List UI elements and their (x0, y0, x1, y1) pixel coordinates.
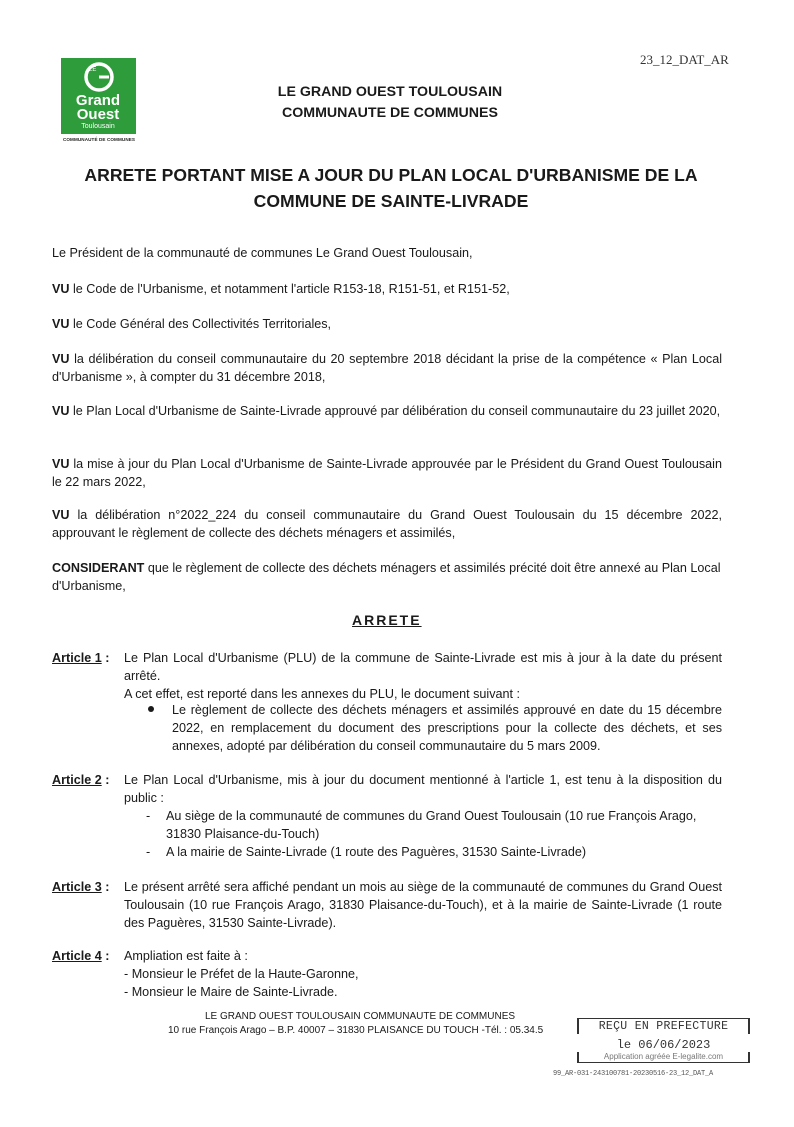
visa-text: la mise à jour du Plan Local d'Urbanisme de Sainte-Livrade approuvée par le Président du Grand Ouest Toulousain le 22 mars 2022, (52, 457, 722, 489)
document-title (80, 162, 702, 214)
visa-lead: VU (52, 404, 70, 418)
article-2-item-1: Au siège de la communauté de communes du Grand Ouest Toulousain (10 rue François Arago, 31830 Plaisance-du-Touch) (166, 809, 697, 841)
logo-small-text: LE (89, 67, 97, 73)
considerant-text: que le règlement de collecte des déchets ménagers et assimilés précité doit être annexé au Plan Local d'Urbanisme, (52, 561, 721, 593)
title-line-2: COMMUNE DE SAINTE-LIVRADE (253, 191, 529, 211)
visa-lead: VU (52, 352, 70, 366)
article-1-bullet: Le règlement de collecte des déchets ménagers et assimilés approuvé en date du 15 décembre 2022, en remplacement du document des prescriptions pour la collecte des déchets, et ses annexes, adopté par délibération du conseil communautaire du 5 mars 2009. (172, 703, 722, 753)
prefecture-stamp (577, 1018, 750, 1063)
list-dash: - (146, 845, 151, 859)
visa-text: le Plan Local d'Urbanisme de Sainte-Livrade approuvé par délibération du conseil communautaire du 23 juillet 2020, (69, 404, 721, 418)
article-2-label: Article 2 : (52, 773, 110, 787)
article-3-label: Article 3 : (52, 880, 110, 894)
stamp-date: le 06/06/2023 (616, 1038, 711, 1052)
visa-text: le Code Général des Collectivités Territoriales, (69, 317, 332, 331)
article-4-item-2: - Monsieur le Maire de Sainte-Livrade. (124, 985, 338, 999)
visa-lead: VU (52, 508, 70, 522)
logo-word-ouest: Ouest (76, 106, 120, 123)
considerant-lead: CONSIDERANT (52, 561, 145, 575)
stamp-title: REÇU EN PREFECTURE (577, 1018, 750, 1034)
article-4-text: Ampliation est faite à : (124, 949, 248, 963)
title-line-1: ARRETE PORTANT MISE A JOUR DU PLAN LOCAL D'URBANISME DE LA (84, 165, 698, 185)
visa-paragraph (52, 455, 722, 491)
preamble: Le Président de la communauté de communes Le Grand Ouest Toulousain, (52, 246, 473, 260)
article-2-text: Le Plan Local d'Urbanisme, mis à jour du document mentionné à l'article 1, est tenu à la disposition du public : (124, 773, 722, 805)
stamp-identifier: 99_AR-031-243100781-20230516-23_12_DAT_A (553, 1070, 714, 1078)
article-1-intro: A cet effet, est reporté dans les annexes du PLU, le document suivant : (124, 687, 521, 701)
org-name: LE GRAND OUEST TOULOUSAIN (277, 84, 503, 100)
visa-text: le Code de l'Urbanisme, et notamment l'article R153-18, R151-51, et R151-52, (69, 282, 510, 296)
logo-word-toulousain: Toulousain (81, 123, 115, 130)
stamp-application: Application agréée E-legalite.com (577, 1052, 750, 1063)
footer-address: 10 rue François Arago – B.P. 40007 – 31830 PLAISANCE DU TOUCH -Tél. : 05.34.5 (168, 1025, 544, 1036)
visa-lead: VU (52, 317, 70, 331)
article-4-label: Article 4 : (52, 949, 110, 963)
article-4-item-1: - Monsieur le Préfet de la Haute-Garonne, (124, 967, 359, 981)
article-3-text: Le présent arrêté sera affiché pendant un mois au siège de la communauté de communes du Grand Ouest Toulousain (10 rue François Arago, 31830 Plaisance-du-Touch), et à la mairie de Sainte-Livrade (1 route des Paguères, 31530 Sainte-Livrade). (124, 880, 722, 930)
organization-header (0, 82, 794, 124)
org-type: COMMUNAUTE DE COMMUNES (282, 105, 498, 121)
visa-lead: VU (52, 282, 70, 296)
visa-text: la délibération n°2022_224 du conseil communautaire du Grand Ouest Toulousain du 15 décembre 2022, approuvant le règlement de collecte des déchets ménagers et assimilés, (52, 508, 722, 540)
logo-caption: COMMUNAUTÉ DE COMMUNES (62, 137, 136, 142)
article-2-item-2: A la mairie de Sainte-Livrade (1 route des Paguères, 31530 Sainte-Livrade) (166, 845, 587, 859)
bullet-dot (148, 706, 154, 712)
visa-paragraph (52, 350, 722, 386)
considerant-paragraph (52, 559, 722, 595)
visa-paragraph (52, 506, 722, 542)
arrete-heading: ARRETE (352, 612, 422, 628)
visa-text: la délibération du conseil communautaire du 20 septembre 2018 décidant la prise de la compétence « Plan Local d'Urbanisme », à compter du 31 décembre 2018, (52, 352, 722, 384)
footer-org: LE GRAND OUEST TOULOUSAIN COMMUNAUTE DE COMMUNES (205, 1011, 516, 1022)
list-dash: - (146, 809, 151, 823)
visa-lead: VU (52, 457, 70, 471)
logo-word-grand: Grand (75, 92, 121, 109)
article-1-text: Le Plan Local d'Urbanisme (PLU) de la commune de Sainte-Livrade est mis à jour à la date du présent arrêté. (124, 651, 722, 683)
visa-paragraph (52, 315, 722, 333)
article-1-label: Article 1 : (52, 651, 110, 665)
visa-paragraph (52, 280, 722, 298)
document-reference: 23_12_DAT_AR (640, 52, 729, 67)
visa-paragraph (52, 402, 722, 420)
